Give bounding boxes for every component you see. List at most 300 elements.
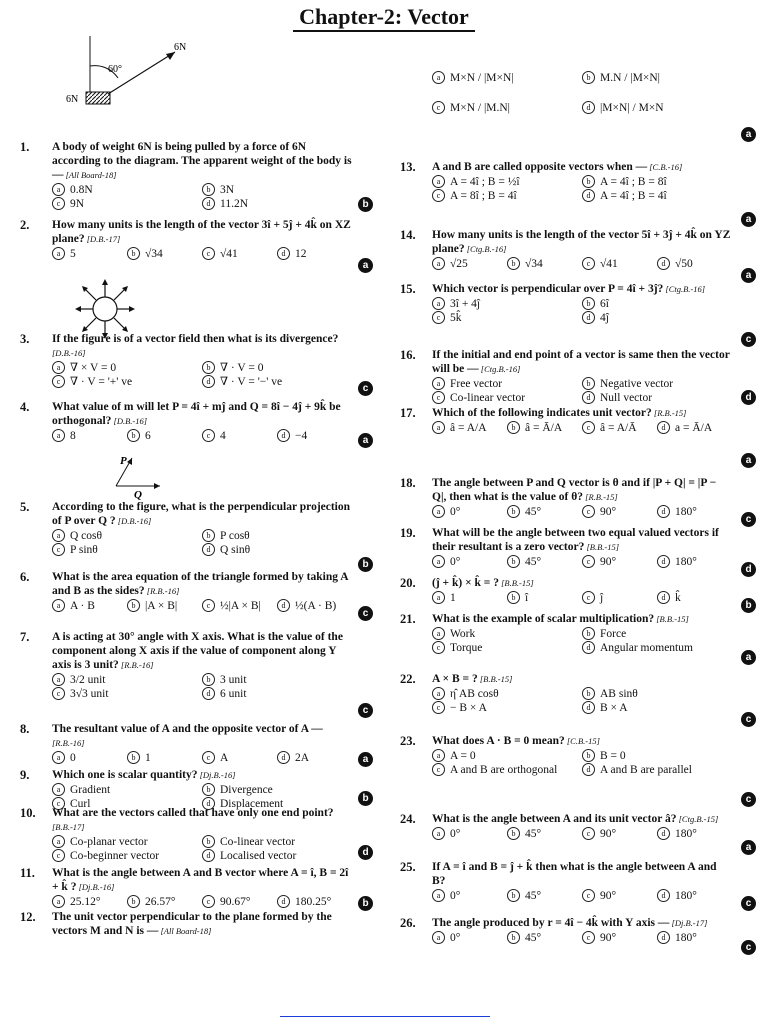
option-text: AB sinθ: [600, 688, 638, 700]
option-c[interactable]: [582, 421, 657, 435]
option-letter-b: b: [582, 687, 595, 700]
option-b[interactable]: [127, 429, 202, 443]
option-text: Force: [600, 628, 627, 640]
option-b[interactable]: [507, 555, 582, 569]
answer-badge: d: [741, 562, 756, 577]
question-number: 8.: [20, 722, 30, 736]
option-letter-b: b: [507, 505, 520, 518]
option-a[interactable]: [432, 931, 507, 945]
option-b[interactable]: [127, 751, 202, 765]
option-a[interactable]: [432, 889, 507, 903]
option-b[interactable]: [507, 257, 582, 271]
answer-badge: b: [358, 557, 373, 572]
option-d[interactable]: [582, 93, 732, 123]
option-letter-c: c: [202, 895, 215, 908]
option-d[interactable]: [657, 591, 732, 605]
option-b[interactable]: [507, 591, 582, 605]
question-stem: [432, 160, 732, 174]
stem-text: Which one is scalar quantity?: [52, 769, 198, 781]
question-stem: [432, 860, 732, 888]
option-b[interactable]: [582, 687, 732, 701]
option-letter-d: d: [657, 889, 670, 902]
option-letter-b: b: [127, 599, 140, 612]
option-text: 0.8N: [70, 184, 93, 196]
options: [432, 421, 732, 435]
stem-text: Which of the following indicates unit vector?: [432, 407, 652, 419]
option-letter-d: d: [277, 429, 290, 442]
option-text: 3N: [220, 184, 235, 196]
option-text: ½(A · B): [295, 600, 337, 612]
option-b[interactable]: [202, 673, 352, 687]
option-letter-b: b: [507, 889, 520, 902]
option-text: √34: [525, 258, 543, 270]
option-text: Displacement: [220, 798, 284, 810]
option-letter-a: a: [432, 297, 445, 310]
option-letter-a: a: [52, 673, 65, 686]
option-letter-d: d: [582, 189, 595, 202]
question-stem: [432, 576, 732, 590]
answer-badge: b: [358, 896, 373, 911]
option-letter-a: a: [432, 889, 445, 902]
question-stem: [432, 916, 732, 930]
option-a[interactable]: [432, 175, 582, 189]
option-text: 3î + 4ĵ: [450, 298, 481, 310]
option-d[interactable]: [277, 751, 352, 765]
option-d[interactable]: [657, 421, 732, 435]
option-c[interactable]: [582, 931, 657, 945]
option-letter-c: c: [52, 375, 65, 388]
question-number: 16.: [400, 348, 416, 362]
option-text: 5k̂: [450, 312, 462, 324]
option-letter-d: d: [277, 247, 290, 260]
answer-badge: b: [358, 197, 373, 212]
stem-text: If A = î and B = ĵ + k̂ then what is the angle between A and B?: [432, 861, 717, 887]
option-letter-a: a: [52, 783, 65, 796]
option-text: Work: [450, 628, 476, 640]
options: [432, 687, 732, 715]
options: [432, 627, 732, 655]
option-c[interactable]: [52, 375, 202, 389]
option-c[interactable]: [582, 591, 657, 605]
stem-text: How many units is the length of the vector 3î + 5ĵ + 4k̂ on XZ plane?: [52, 219, 351, 245]
question-block: [52, 866, 352, 909]
answer-badge: c: [741, 940, 756, 955]
options: [432, 257, 732, 271]
option-a[interactable]: [432, 591, 507, 605]
source-tag: [D.B.-17]: [84, 234, 121, 244]
question-stem: [52, 500, 352, 528]
option-b[interactable]: [582, 63, 732, 93]
option-a[interactable]: [432, 749, 582, 763]
option-text: 26.57°: [145, 896, 176, 908]
question-stem: [52, 140, 352, 182]
options: [432, 591, 732, 605]
option-letter-b: b: [127, 895, 140, 908]
source-tag: [C.B.-16]: [647, 162, 683, 172]
stem-text: If the initial and end point of a vector is same then the vector will be —: [432, 349, 730, 375]
option-letter-d: d: [202, 849, 215, 862]
question-block: [432, 734, 732, 777]
question-number: 24.: [400, 812, 416, 826]
option-letter-c: c: [202, 247, 215, 260]
options: [432, 297, 732, 325]
option-b[interactable]: [202, 783, 352, 797]
option-text: 3√3 unit: [70, 688, 109, 700]
option-a[interactable]: [432, 827, 507, 841]
answer-badge: a: [741, 268, 756, 283]
option-a[interactable]: [432, 377, 582, 391]
question-block: [432, 672, 732, 715]
option-letter-d: d: [582, 763, 595, 776]
option-d[interactable]: [657, 505, 732, 519]
option-text: η̂ AB cosθ: [450, 688, 499, 700]
source-tag: [D.B.-16]: [111, 416, 148, 426]
option-text: ∇ · V = 0: [220, 362, 264, 374]
option-letter-a: a: [432, 505, 445, 518]
option-text: ∇ · V = '−' ve: [220, 376, 283, 388]
option-letter-c: c: [582, 421, 595, 434]
question-number: 22.: [400, 672, 416, 686]
option-b[interactable]: [127, 247, 202, 261]
option-c[interactable]: [202, 751, 277, 765]
option-d[interactable]: [202, 687, 352, 701]
option-letter-c: c: [432, 311, 445, 324]
option-text: M.N / |M×N|: [600, 72, 660, 84]
option-b[interactable]: [507, 505, 582, 519]
option-letter-d: d: [277, 895, 290, 908]
option-a[interactable]: [52, 529, 202, 543]
question-number: 18.: [400, 476, 416, 490]
option-c[interactable]: [52, 849, 202, 863]
option-letter-a: a: [432, 931, 445, 944]
option-c[interactable]: [432, 311, 582, 325]
source-tag: [R.B.-16]: [52, 738, 85, 748]
option-a[interactable]: [432, 505, 507, 519]
option-b[interactable]: [202, 835, 352, 849]
option-a[interactable]: [52, 429, 127, 443]
question-stem: [432, 672, 732, 686]
option-letter-b: b: [582, 377, 595, 390]
question-number: 1.: [20, 140, 30, 154]
option-text: A = 4î ; B = 8î: [600, 176, 667, 188]
question-number: 6.: [20, 570, 30, 584]
options: [52, 183, 352, 211]
option-b[interactable]: [582, 297, 732, 311]
option-letter-c: c: [202, 751, 215, 764]
source-tag: [B.B.-15]: [477, 674, 513, 684]
option-a[interactable]: [432, 257, 507, 271]
option-c[interactable]: [202, 247, 277, 261]
option-letter-c: c: [582, 827, 595, 840]
option-letter-d: d: [657, 591, 670, 604]
option-d[interactable]: [657, 827, 732, 841]
option-a[interactable]: [432, 687, 582, 701]
source-tag: [Ctg.B.-16]: [464, 244, 507, 254]
option-d[interactable]: [202, 375, 352, 389]
option-text: 25.12°: [70, 896, 101, 908]
option-c[interactable]: [582, 827, 657, 841]
option-text: Free vector: [450, 378, 503, 390]
option-d[interactable]: [582, 701, 732, 715]
option-letter-c: c: [582, 931, 595, 944]
option-d[interactable]: [582, 391, 732, 405]
question-number: 17.: [400, 406, 416, 420]
option-text: 4ĵ: [600, 312, 609, 324]
answer-badge: d: [358, 845, 373, 860]
option-text: 90°: [600, 890, 617, 902]
question-number: 7.: [20, 630, 30, 644]
option-letter-d: d: [657, 505, 670, 518]
option-d[interactable]: [657, 889, 732, 903]
answer-badge: c: [741, 712, 756, 727]
option-d[interactable]: [657, 555, 732, 569]
option-c[interactable]: [432, 189, 582, 203]
option-text: k̂: [675, 592, 681, 604]
page-title: Chapter-2: Vector: [0, 4, 768, 30]
question-block: [432, 576, 732, 605]
option-text: 90°: [600, 556, 617, 568]
option-b[interactable]: [127, 599, 202, 613]
option-b[interactable]: [202, 361, 352, 375]
option-b[interactable]: [582, 627, 732, 641]
options: [52, 361, 352, 389]
option-d[interactable]: [582, 763, 732, 777]
option-d[interactable]: [202, 543, 352, 557]
option-c[interactable]: [52, 197, 202, 211]
question-number: 23.: [400, 734, 416, 748]
stem-text: What value of m will let P = 4î + mĵ and Q = 8î − 4ĵ + 9k̂ be orthogonal?: [52, 401, 341, 427]
option-c[interactable]: [202, 895, 277, 909]
option-letter-b: b: [127, 247, 140, 260]
option-text: A = 4î ; B = ½î: [450, 176, 520, 188]
option-text: 0°: [450, 932, 461, 944]
option-a[interactable]: [52, 751, 127, 765]
question-block: [432, 348, 732, 405]
question-number: 19.: [400, 526, 416, 540]
answer-badge: b: [741, 598, 756, 613]
option-text: â = A/Ā: [600, 422, 637, 434]
option-letter-c: c: [582, 889, 595, 902]
option-b[interactable]: [202, 529, 352, 543]
option-a[interactable]: [52, 783, 202, 797]
stem-text: The angle between P and Q vector is θ and if |P + Q| = |P − Q|, then what is the value of θ?: [432, 477, 717, 503]
option-text: Angular momentum: [600, 642, 693, 654]
option-d[interactable]: [657, 257, 732, 271]
option-letter-b: b: [507, 827, 520, 840]
option-c[interactable]: [52, 543, 202, 557]
option-letter-c: c: [52, 543, 65, 556]
option-d[interactable]: [202, 197, 352, 211]
option-text: ½|A × B|: [220, 600, 261, 612]
answer-badge: a: [741, 127, 756, 142]
option-d[interactable]: [582, 189, 732, 203]
source-tag: [Dj.B.-16]: [197, 770, 236, 780]
option-text: ∇ × V = 0: [70, 362, 117, 374]
question-block: [52, 630, 352, 701]
option-text: 180°: [675, 556, 697, 568]
option-letter-b: b: [507, 257, 520, 270]
option-letter-a: a: [52, 529, 65, 542]
option-d[interactable]: [582, 641, 732, 655]
option-letter-d: d: [582, 391, 595, 404]
question-block: [52, 332, 352, 389]
option-a[interactable]: [52, 895, 127, 909]
stem-text: Which vector is perpendicular over P = 4î + 3ĵ?: [432, 283, 664, 295]
option-letter-b: b: [507, 591, 520, 604]
option-text: 90°: [600, 828, 617, 840]
option-a[interactable]: [52, 599, 127, 613]
option-d[interactable]: [202, 849, 352, 863]
question-stem: [52, 630, 352, 672]
question-stem: [52, 218, 352, 246]
option-letter-c: c: [582, 555, 595, 568]
option-c[interactable]: [52, 687, 202, 701]
option-letter-d: d: [657, 827, 670, 840]
option-a[interactable]: [432, 627, 582, 641]
option-letter-a: a: [52, 835, 65, 848]
option-c[interactable]: [202, 429, 277, 443]
option-text: 0°: [450, 890, 461, 902]
option-a[interactable]: [432, 555, 507, 569]
question-block: [432, 916, 732, 945]
options: [432, 63, 732, 123]
question-stem: [432, 612, 732, 626]
option-a[interactable]: [52, 247, 127, 261]
projection-figure: [108, 452, 168, 500]
question-block-continued: [432, 62, 732, 123]
option-letter-a: a: [52, 429, 65, 442]
option-text: a = Ā/A: [675, 422, 713, 434]
option-letter-d: d: [202, 375, 215, 388]
option-text: |A × B|: [145, 600, 178, 612]
option-b[interactable]: [582, 175, 732, 189]
option-c[interactable]: [582, 555, 657, 569]
option-d[interactable]: [277, 247, 352, 261]
option-text: ĵ: [600, 592, 604, 604]
option-letter-c: c: [52, 687, 65, 700]
question-block: [432, 160, 732, 203]
option-text: 180.25°: [295, 896, 332, 908]
source-tag: [R.B.-15]: [651, 408, 687, 418]
option-letter-a: a: [52, 751, 65, 764]
svg-text:P: P: [120, 455, 127, 467]
question-block: [432, 526, 732, 569]
option-text: â = Ā/A: [525, 422, 563, 434]
option-text: Null vector: [600, 392, 653, 404]
question-number: 21.: [400, 612, 416, 626]
option-letter-c: c: [202, 429, 215, 442]
option-c[interactable]: [432, 641, 582, 655]
option-b[interactable]: [507, 827, 582, 841]
option-text: B = 0: [600, 750, 626, 762]
option-text: 45°: [525, 506, 542, 518]
question-number: 26.: [400, 916, 416, 930]
option-a[interactable]: [52, 673, 202, 687]
option-text: |M×N| / M×N: [600, 102, 664, 114]
option-text: 45°: [525, 828, 542, 840]
option-letter-a: a: [432, 71, 445, 84]
option-letter-a: a: [432, 627, 445, 640]
source-tag: [D.B.-16]: [52, 348, 86, 358]
option-d[interactable]: [277, 429, 352, 443]
option-letter-b: b: [582, 627, 595, 640]
stem-text: The resultant value of A and the opposite vector of A —: [52, 723, 323, 735]
option-d[interactable]: [277, 895, 352, 909]
option-text: − B × A: [450, 702, 487, 714]
question-block: [52, 768, 352, 811]
option-letter-a: a: [432, 377, 445, 390]
stem-text: If the figure is of a vector field then what is its divergence?: [52, 333, 339, 345]
answer-badge: a: [741, 650, 756, 665]
option-letter-d: d: [277, 751, 290, 764]
options: [432, 931, 732, 945]
option-c[interactable]: [432, 93, 582, 123]
option-b[interactable]: [507, 889, 582, 903]
option-b[interactable]: [582, 749, 732, 763]
option-letter-c: c: [432, 101, 445, 114]
options: [432, 175, 732, 203]
option-text: Q sinθ: [220, 544, 251, 556]
option-a[interactable]: [432, 297, 582, 311]
question-block: [432, 812, 732, 841]
option-b[interactable]: [507, 421, 582, 435]
question-number: 3.: [20, 332, 30, 346]
question-stem: [52, 400, 352, 428]
option-letter-d: d: [582, 101, 595, 114]
option-letter-a: a: [432, 687, 445, 700]
option-c[interactable]: [432, 701, 582, 715]
option-letter-c: c: [52, 849, 65, 862]
option-d[interactable]: [277, 599, 352, 613]
option-letter-b: b: [202, 361, 215, 374]
option-c[interactable]: [432, 763, 582, 777]
answer-badge: a: [741, 212, 756, 227]
option-b[interactable]: [582, 377, 732, 391]
option-d[interactable]: [582, 311, 732, 325]
options: [52, 895, 352, 909]
option-text: 90.67°: [220, 896, 251, 908]
option-a[interactable]: [52, 835, 202, 849]
option-text: √41: [220, 248, 238, 260]
option-b[interactable]: [202, 183, 352, 197]
option-a[interactable]: [52, 361, 202, 375]
option-c[interactable]: [582, 505, 657, 519]
option-b[interactable]: [127, 895, 202, 909]
source-tag: [All Board-18]: [63, 170, 117, 180]
option-text: 2A: [295, 752, 310, 764]
option-text: 90°: [600, 506, 617, 518]
option-a[interactable]: [432, 421, 507, 435]
option-a[interactable]: [52, 183, 202, 197]
option-letter-c: c: [582, 505, 595, 518]
option-letter-c: c: [52, 797, 65, 810]
question-number: 11.: [20, 866, 35, 880]
option-letter-a: a: [52, 599, 65, 612]
option-c[interactable]: [202, 599, 277, 613]
option-letter-b: b: [507, 555, 520, 568]
options: [432, 749, 732, 777]
question-number: 13.: [400, 160, 416, 174]
option-c[interactable]: [582, 889, 657, 903]
option-c[interactable]: [582, 257, 657, 271]
option-letter-b: b: [582, 175, 595, 188]
option-d[interactable]: [657, 931, 732, 945]
source-tag: [D.B.-16]: [115, 516, 152, 526]
option-b[interactable]: [507, 931, 582, 945]
option-c[interactable]: [432, 391, 582, 405]
option-a[interactable]: [432, 63, 582, 93]
stem-text: (ĵ + k̂) × k̂ = ?: [432, 577, 499, 589]
